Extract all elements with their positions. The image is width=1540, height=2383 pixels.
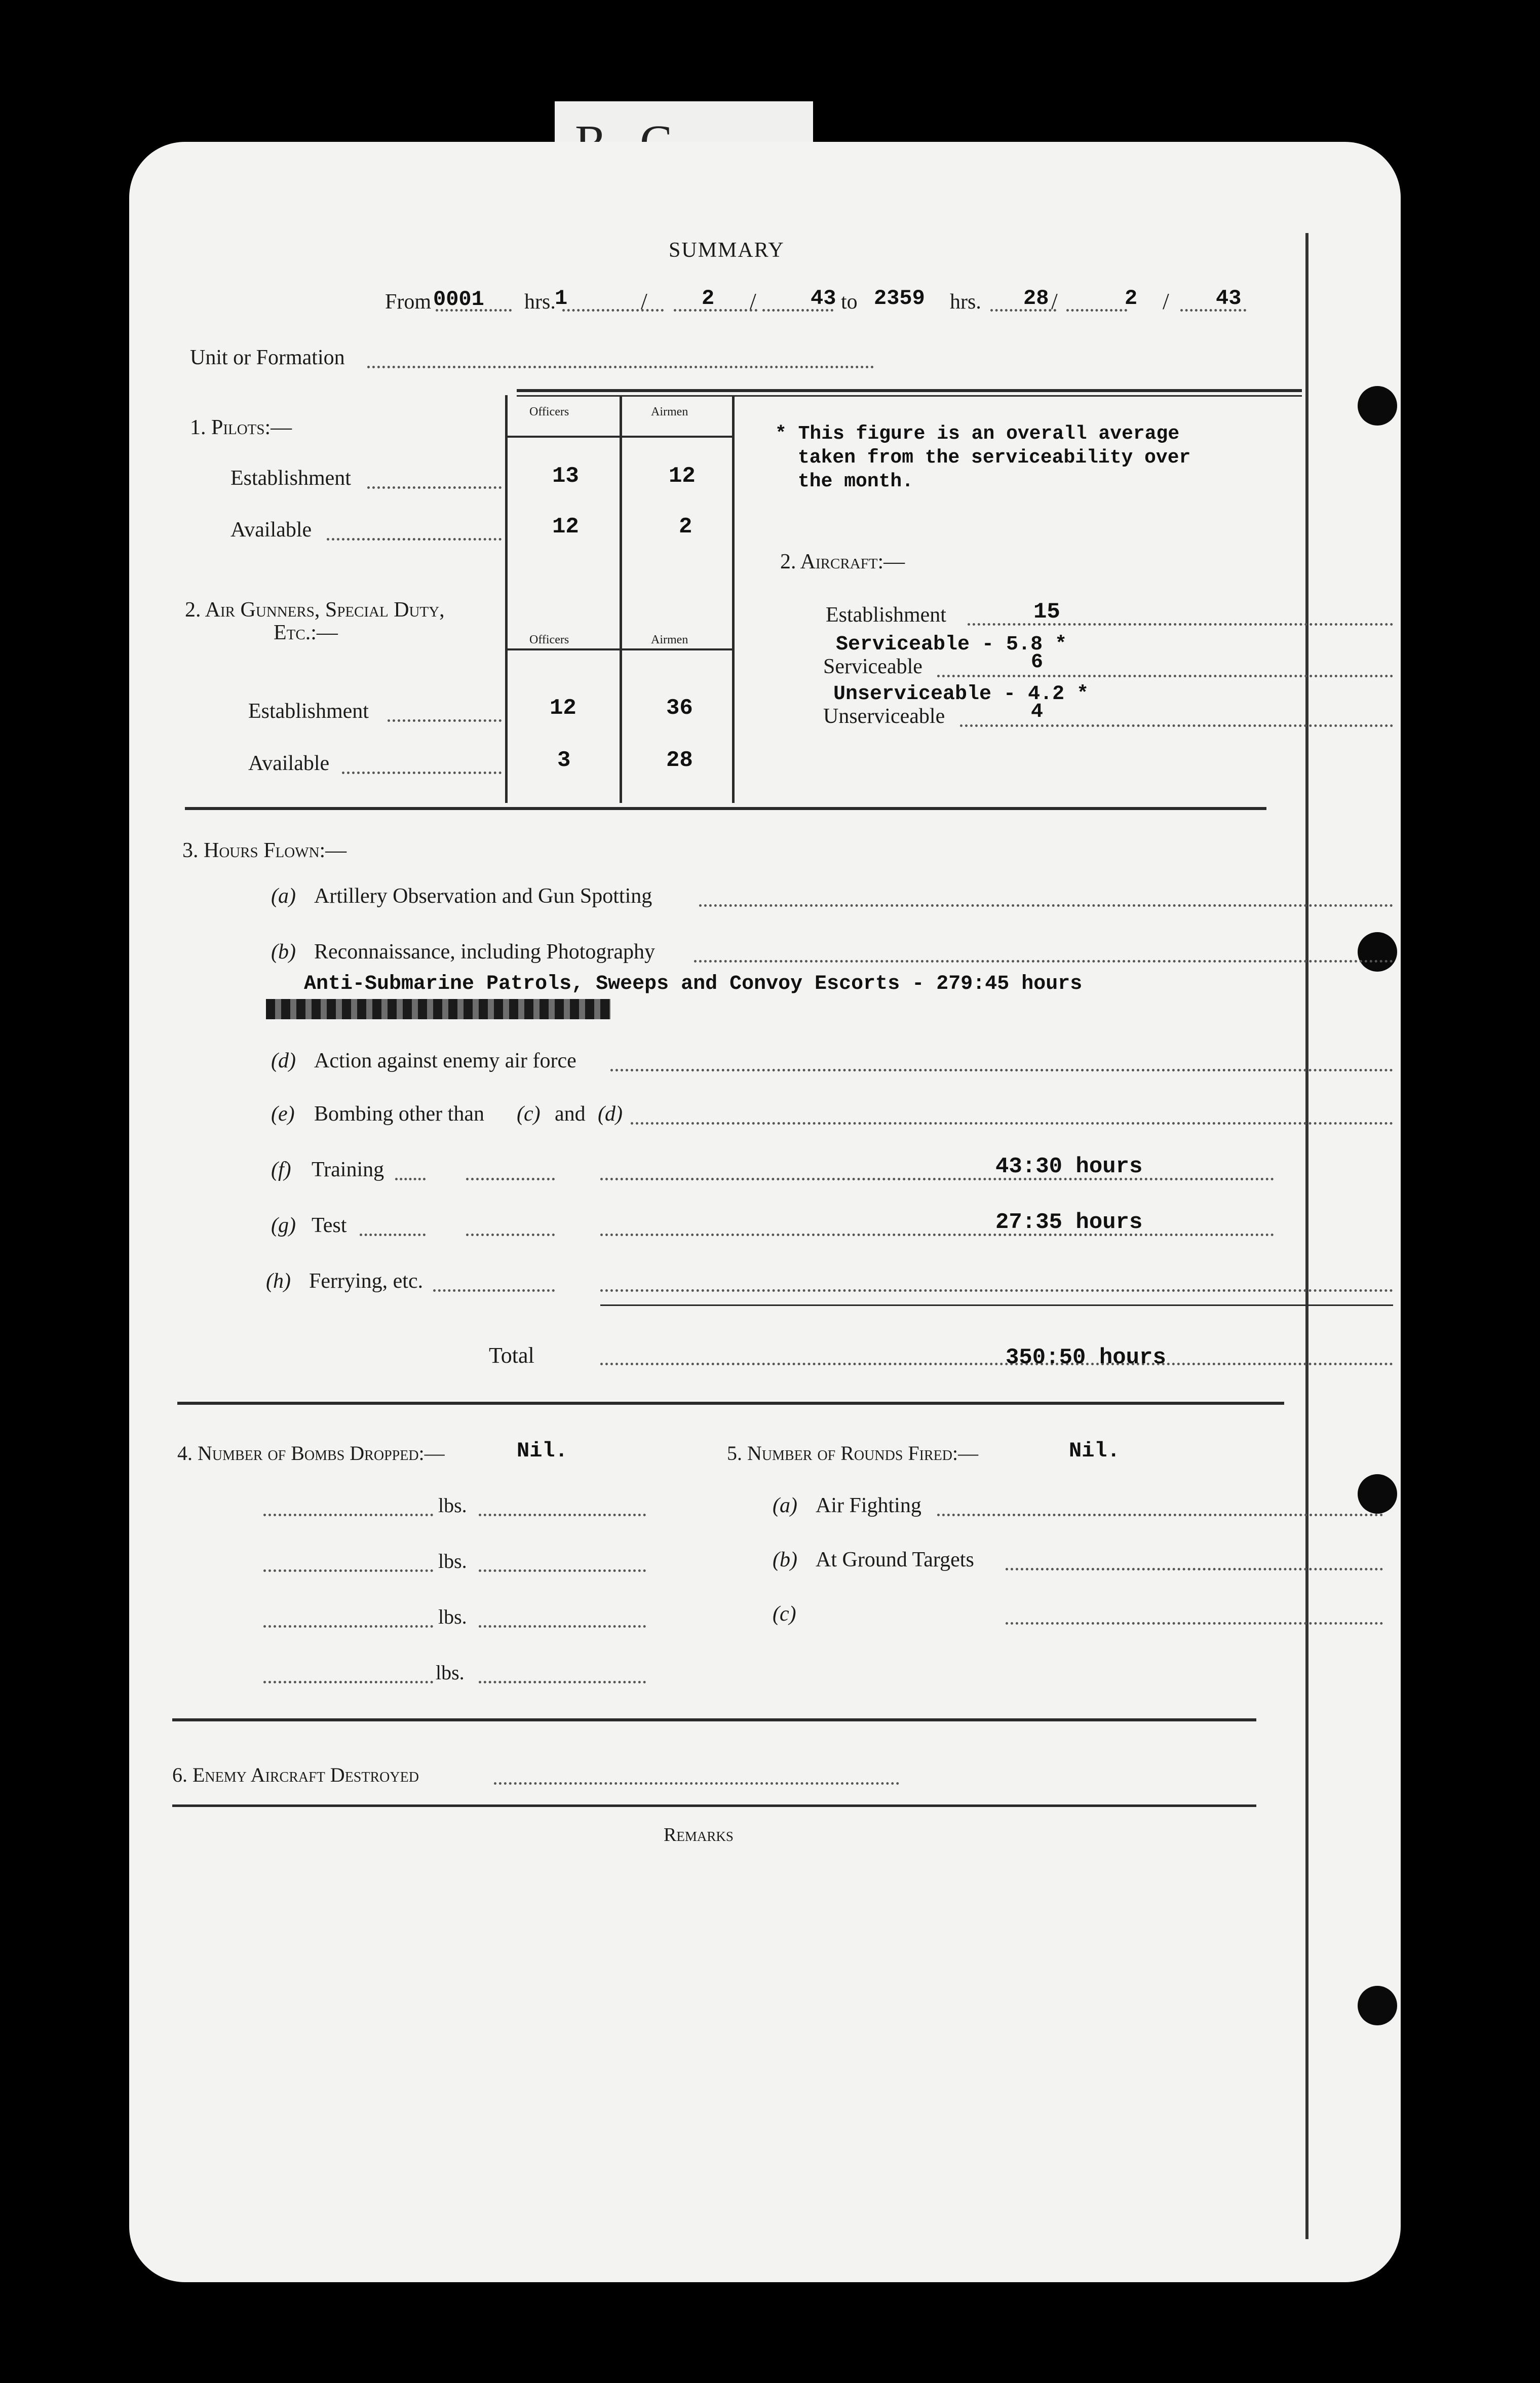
unit-field — [367, 366, 874, 368]
to-year: 43 — [1216, 286, 1242, 311]
section-rule — [172, 1718, 1256, 1721]
punch-hole — [1358, 1986, 1397, 2025]
from-month: 2 — [702, 286, 715, 311]
section-rule — [172, 1804, 1256, 1807]
gunners-available-airmen: 28 — [666, 748, 693, 773]
struck-out-line — [266, 999, 610, 1019]
pilots-available-officers: 12 — [552, 514, 579, 540]
aircraft-unserviceable-average: Unserviceable - 4.2 * — [833, 683, 1089, 706]
hours-flown-heading: 3. Hours Flown:— — [182, 839, 347, 862]
aircraft-unserviceable-value: 4 — [1031, 701, 1044, 723]
training-hours: 43:30 hours — [995, 1154, 1143, 1179]
total-hours: 350:50 hours — [1006, 1345, 1166, 1370]
punch-hole — [1358, 932, 1397, 972]
aircraft-serviceable-average: Serviceable - 5.8 * — [836, 633, 1067, 656]
test-hours: 27:35 hours — [995, 1210, 1143, 1235]
gunners-establishment-officers: 12 — [550, 696, 576, 721]
pilots-heading: 1. Pilots:— — [190, 416, 292, 439]
to-month: 2 — [1125, 286, 1138, 311]
to-time: 2359 — [874, 286, 925, 311]
from-time: 0001 — [433, 287, 484, 312]
gunners-establishment-airmen: 36 — [666, 696, 693, 721]
to-day: 28 — [1023, 286, 1049, 311]
punch-hole — [1358, 1474, 1397, 1514]
gunners-available-officers: 3 — [557, 748, 571, 773]
section-rule — [177, 1402, 1284, 1405]
from-day: 1 — [555, 286, 568, 311]
aircraft-establishment-value: 15 — [1033, 599, 1060, 625]
anti-submarine-hours: Anti-Submarine Patrols, Sweeps and Convoy Escorts - 279:45 hours — [304, 973, 1083, 995]
from-year: 43 — [811, 286, 836, 311]
section-rule — [517, 395, 1302, 397]
unit-label: Unit or Formation — [190, 346, 345, 369]
form-title: SUMMARY — [669, 239, 785, 262]
aircraft-serviceable-value: 6 — [1031, 651, 1044, 674]
punch-hole — [1358, 386, 1397, 426]
section-rule — [185, 807, 1266, 810]
summary-form: SUMMARY From 0001 hrs. 1 / 2 / 43 to 2359 hrs. 28 / 2 / 43 Unit or Formation 1. Pilots:— Officers Airmen Establishment 13 12 Available 12 2 2. Air Gunners, Special Duty, Etc.:— Officers Airmen Establishment 12 36 Available 3 28 * This figure is an overall average taken from the serviceability over the month. 2. Aircraft:— Establishment 15 Serviceable - 5.8 * Serviceable 6 Unserviceable - 4.2 * Unserviceable 4 3. Hours Flown:— (a) Artillery Observation and Gun Spotting (b) Reconnaissance, including Photography Anti-Submarine Patrols, Sweeps and Convoy Escorts - 279:45 hours (d) Action against enemy air force (e) Bombing other than (c) and (d) (f) Training 43:30 hours (g) Test 27:35 hours (h) Ferrying, etc. Total 350:50 hours 4. Number of Bombs Dropped:— Nil. lbs. lbs. lbs. lbs. 5. Number of Rounds Fired:— Nil. (a) Air Fighting (b) At Ground Targets (c) 6. Enemy Aircraft Destroyed Remarks — [129, 142, 1401, 2282]
section-rule — [517, 389, 1302, 392]
rounds-value: Nil. — [1069, 1439, 1120, 1463]
pilots-establishment-airmen: 12 — [669, 464, 696, 489]
pilots-available-airmen: 2 — [679, 514, 692, 540]
bombs-value: Nil. — [517, 1439, 568, 1463]
remarks-heading: Remarks — [664, 1824, 734, 1846]
margin-line — [1305, 233, 1308, 2239]
pilots-establishment-officers: 13 — [552, 464, 579, 489]
